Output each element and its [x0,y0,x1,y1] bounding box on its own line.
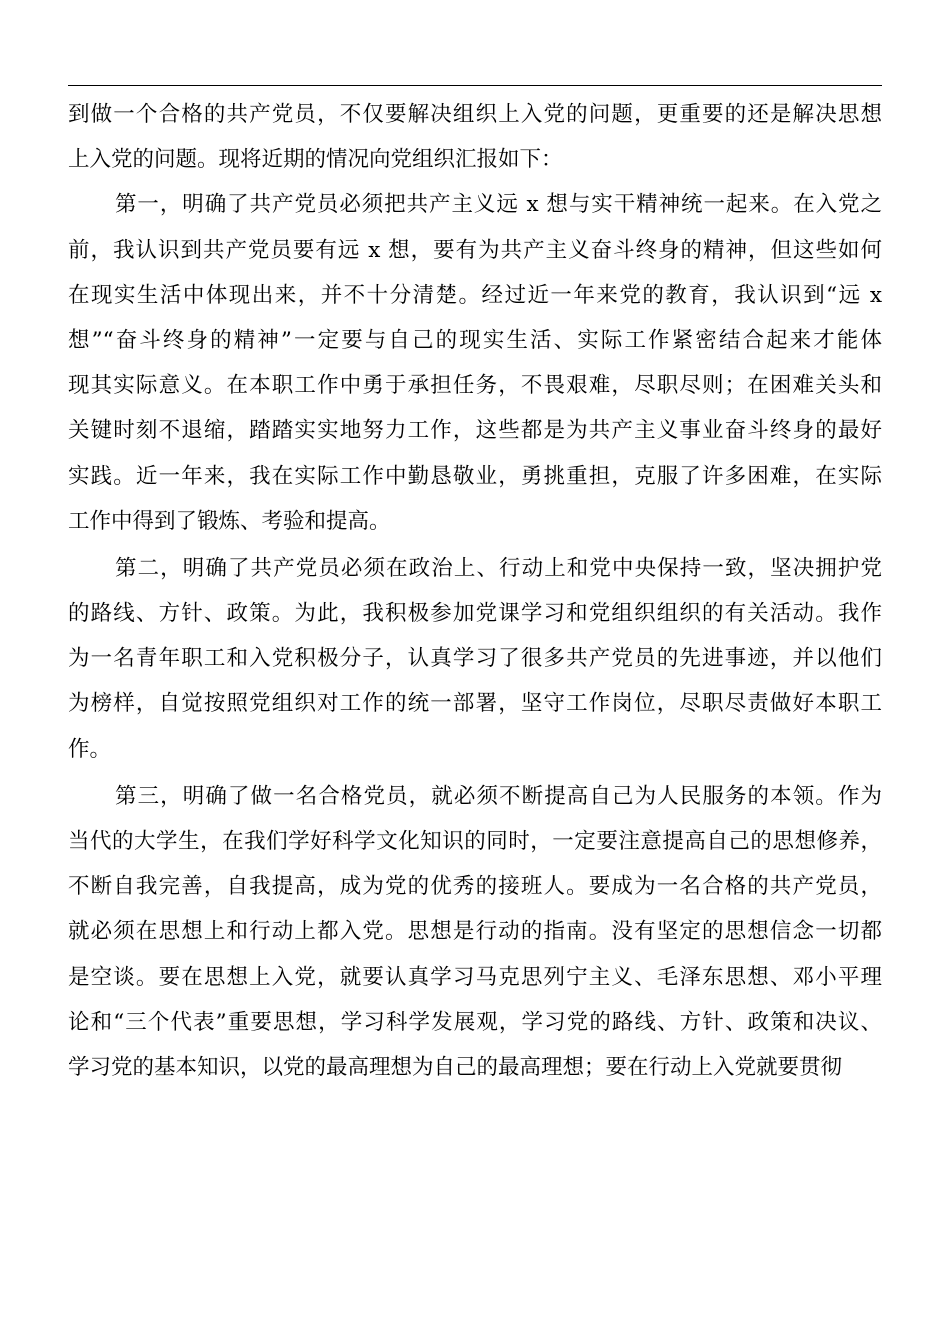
paragraph-line: 关键时刻不退缩，踏踏实实地努力工作，这些都是为共产主义事业奋斗终身的最好 [68,418,882,444]
paragraph-line: 不断自我完善，自我提高，成为党的优秀的接班人。要成为一名合格的共产党员， [68,874,882,900]
paragraph-line: 第一，明确了共产党员必须把共产主义远 x 想与实干精神统一起来。在入党之 [115,192,882,218]
paragraph-line: 在现实生活中体现出来，并不十分清楚。经过近一年来党的教育，我认识到“远 x [68,282,882,308]
paragraph-line: 到做一个合格的共产党员，不仅要解决组织上入党的问题，更重要的还是解决思想 [68,102,882,127]
paragraph-line: 第二，明确了共产党员必须在政治上、行动上和党中央保持一致，坚决拥护党 [115,555,882,581]
paragraph-line: 实践。近一年来，我在实际工作中勤恳敬业，勇挑重担，克服了许多困难，在实际 [68,463,882,489]
paragraph [68,92,882,182]
paragraph-line: 现其实际意义。在本职工作中勇于承担任务，不畏艰难，尽职尽则；在困难关头和 [68,373,882,399]
paragraph-line: 前，我认识到共产党员要有远 x 想，要有为共产主义奋斗终身的精神，但这些如何 [68,237,882,263]
paragraph [68,546,882,772]
paragraph-line: 就必须在思想上和行动上都入党。思想是行动的指南。没有坚定的思想信念一切都 [68,919,882,945]
paragraph-line: 当代的大学生，在我们学好科学文化知识的同时，一定要注意提高自己的思想修养， [68,829,882,854]
paragraph-line: 工作中得到了锻炼、考验和提高。 [68,508,391,534]
paragraph-line: 第三，明确了做一名合格党员，就必须不断提高自己为人民服务的本领。作为 [115,783,882,809]
paragraph-line: 想”“奋斗终身的精神”一定要与自己的现实生活、实际工作紧密结合起来才能体 [68,327,882,353]
paragraph-line: 学习党的基本知识，以党的最高理想为自己的最高理想；要在行动上入党就要贯彻 [68,1054,843,1080]
header-rule [68,85,882,86]
paragraph-line: 作。 [68,736,112,762]
paragraph-line: 为榜样，自觉按照党组织对工作的统一部署，坚守工作岗位，尽职尽责做好本职工 [68,691,882,717]
paragraph [68,182,882,544]
paragraph-line: 是空谈。要在思想上入党，就要认真学习马克思列宁主义、毛泽东思想、邓小平理 [68,964,882,990]
paragraph-line: 论和“三个代表”重要思想，学习科学发展观，学习党的路线、方针、政策和决议、 [68,1009,882,1035]
paragraph [68,774,882,1090]
paragraph-line: 上入党的问题。现将近期的情况向党组织汇报如下： [68,147,563,173]
paragraph-line: 为一名青年职工和入党积极分子，认真学习了很多共产党员的先进事迹，并以他们 [68,646,882,672]
document-body [68,92,882,1090]
paragraph-line: 的路线、方针、政策。为此，我积极参加党课学习和党组织组织的有关活动。我作 [68,601,882,627]
